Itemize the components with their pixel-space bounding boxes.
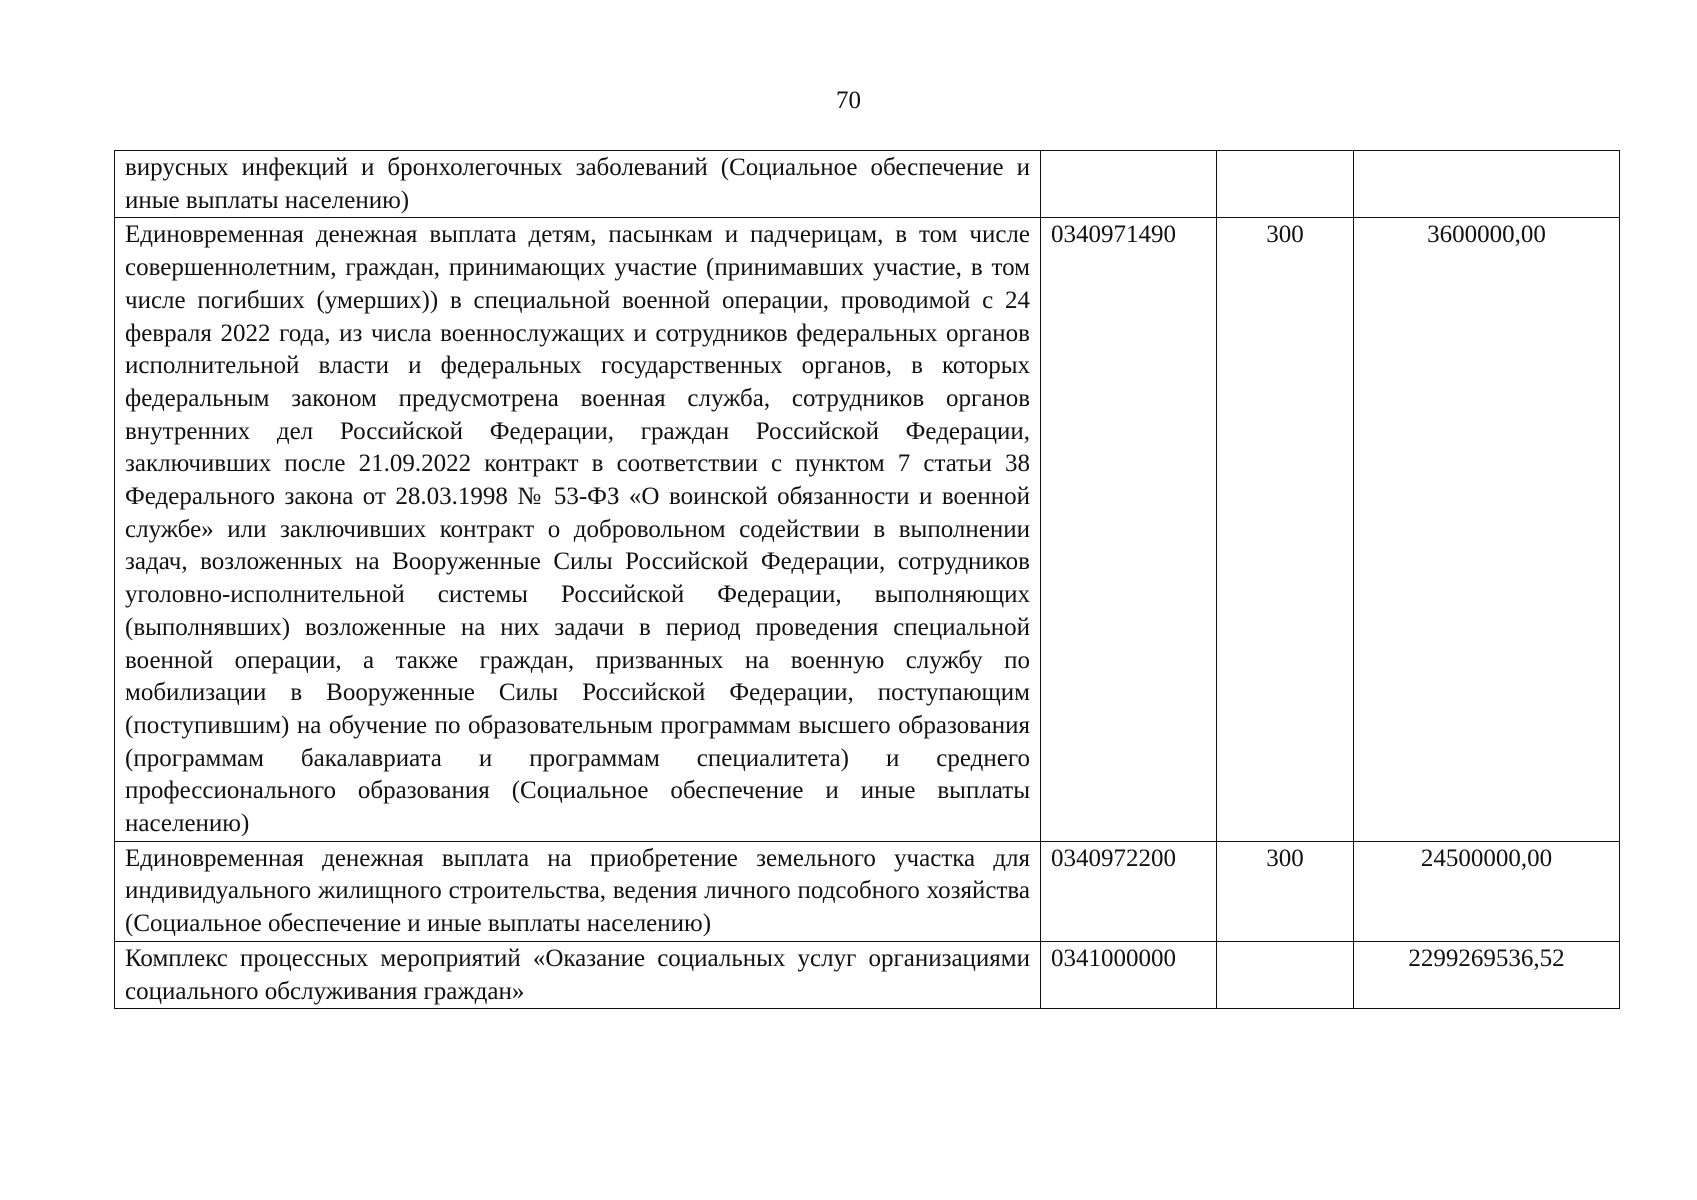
table-row: [115, 151, 1620, 218]
row-expense-type: [1217, 941, 1354, 1008]
row-amount: [1354, 151, 1620, 218]
row-expense-type: 300: [1217, 841, 1354, 941]
budget-table: [114, 150, 1620, 1009]
row-expense-type: 300: [1217, 218, 1354, 841]
table-row: [115, 841, 1620, 941]
row-description: Единовременная денежная выплата на приобретение земельного участка для индивидуального жилищного строительства, ведения личного подсобного хозяйства (Социальное обеспечение и иные выплаты населению): [115, 841, 1041, 941]
row-target-code: [1041, 151, 1217, 218]
row-description: Комплекс процессных мероприятий «Оказание социальных услуг организациями социального обслуживания граждан»: [115, 941, 1041, 1008]
row-amount: 2299269536,52: [1354, 941, 1620, 1008]
row-target-code: 0340971490: [1041, 218, 1217, 841]
row-amount: 3600000,00: [1354, 218, 1620, 841]
row-expense-type: [1217, 151, 1354, 218]
row-target-code: 0340972200: [1041, 841, 1217, 941]
row-amount: 24500000,00: [1354, 841, 1620, 941]
row-target-code: 0341000000: [1041, 941, 1217, 1008]
row-description: вирусных инфекций и бронхолегочных заболеваний (Социальное обеспечение и иные выплаты населению): [115, 151, 1041, 218]
table-row: [115, 941, 1620, 1008]
row-description: Единовременная денежная выплата детям, пасынкам и падчерицам, в том числе совершеннолетним, граждан, принимающих участие (принимавших участие, в том числе погибших (умерших)) в специальной военной операции, проводимой с 24 февраля 2022 года, из числа военнослужащих и сотрудников федеральных органов исполнительной власти и федеральных государственных органов, в которых федеральным законом предусмотрена военная служба, сотрудников органов внутренних дел Российской Федерации, граждан Российской Федерации, заключивших после 21.09.2022 контракт в соответствии с пунктом 7 статьи 38 Федерального закона от 28.03.1998 № 53-ФЗ «О воинской обязанности и военной службе» или заключивших контракт о добровольном содействии в выполнении задач, возложенных на Вооруженные Силы Российской Федерации, сотрудников уголовно-исполнительной системы Российской Федерации, выполняющих (выполнявших) возложенные на них задачи в период проведения специальной военной операции, а также граждан, призванных на военную службу по мобилизации в Вооруженные Силы Российской Федерации, поступающим (поступившим) на обучение по образовательным программам высшего образования (программам бакалавриата и программам специалитета) и среднего профессионального образования (Социальное обеспечение и иные выплаты населению): [115, 218, 1041, 841]
page-number: 70: [836, 87, 861, 114]
table-row: [115, 218, 1620, 841]
